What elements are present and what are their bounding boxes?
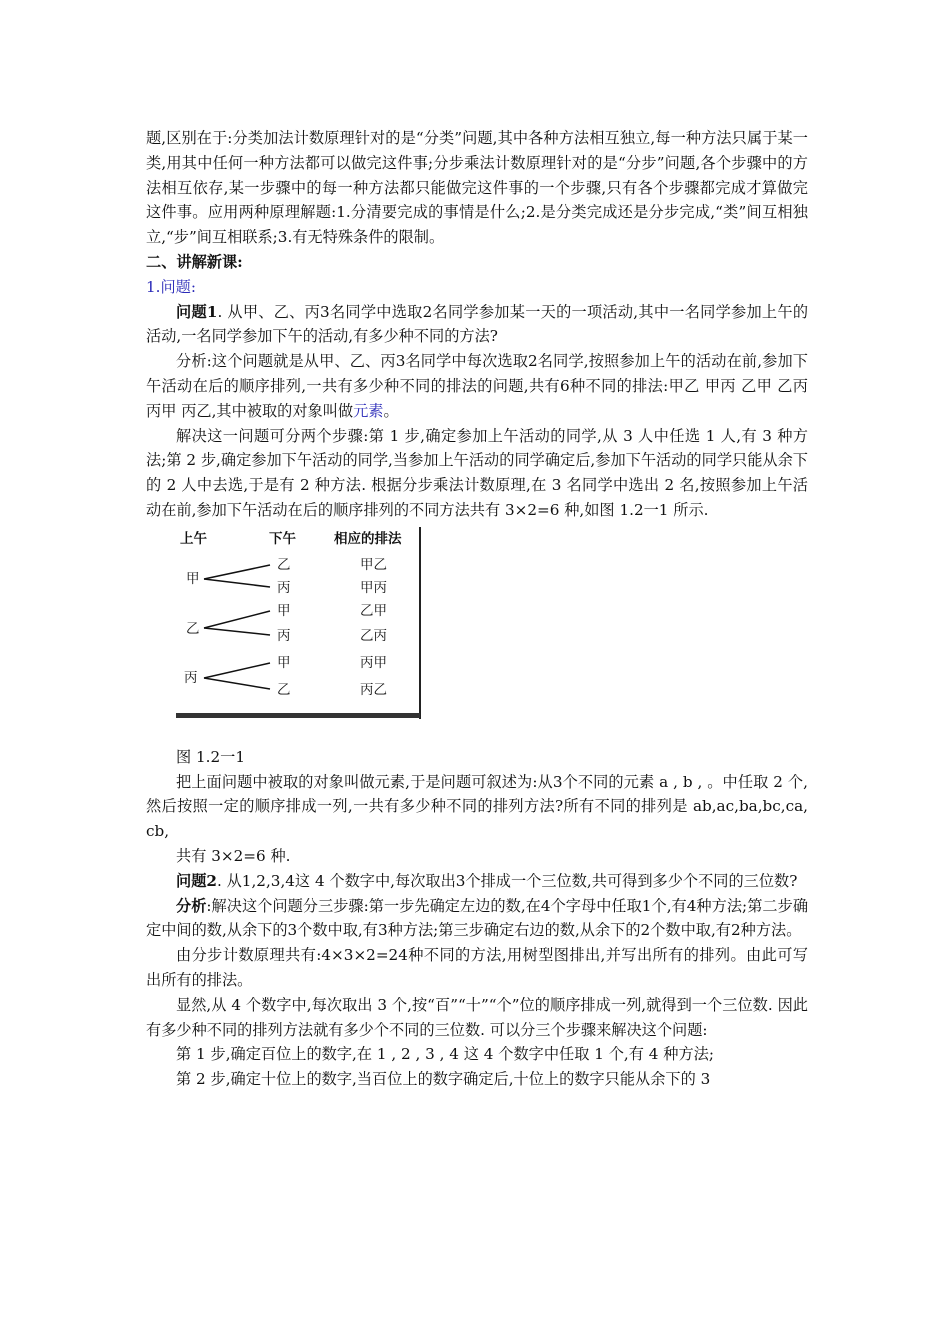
morning-2: 乙 bbox=[186, 620, 200, 637]
afternoon-1b: 丙 bbox=[277, 579, 291, 596]
figure-bottom-border bbox=[176, 713, 420, 718]
tree-diagram-figure bbox=[174, 527, 424, 727]
afternoon-3b: 乙 bbox=[277, 681, 291, 698]
document-body bbox=[146, 126, 808, 1092]
problem2-text: . 从1,2,3,4这 4 个数字中,每次取出3个排成一个三位数,共可得到多少个不同的三位数? bbox=[216, 871, 798, 890]
branch-3b bbox=[204, 678, 270, 689]
result-2b: 乙丙 bbox=[360, 627, 387, 644]
branch-2a bbox=[204, 611, 270, 628]
problem1-solution: 解决这一问题可分两个步骤:第 1 步,确定参加上午活动的同学,从 3 人中任选 1 人,有 3 种方法;第 2 步,确定参加下午活动的同学,当参加上午活动的同学确定后,参加下午活动的同学只能从余下的 2 人中去选,于是有 2 种方法. 根据分步乘法计数原理,在 3 名同学中选出 2 名,按照参加上午活动在前,参加下午活动在后的顺序排列的不同方法共有 3×2=6 种,如图 1.2一1 所示. bbox=[146, 426, 808, 519]
branch-2b bbox=[204, 628, 270, 635]
problem2-count: 由分步计数原理共有:4×3×2=24种不同的方法,用树型图排出,并写出所有的排列。由此可写出所有的排法。 bbox=[146, 946, 808, 989]
branch-1b bbox=[204, 579, 270, 587]
problem2-label: 问题2 bbox=[176, 871, 217, 890]
result-3a: 丙甲 bbox=[360, 654, 387, 671]
branch-1a bbox=[204, 565, 270, 579]
analysis-end: 。 bbox=[383, 401, 399, 420]
figure-caption: 图 1.2一1 bbox=[176, 747, 246, 766]
elements-paragraph: 把上面问题中被取的对象叫做元素,于是问题可叙述为:从3个不同的元素 a , b , 。中任取 2 个,然后按照一定的顺序排成一列,一共有多少种不同的排列方法?所有不同的排列是 ab,ac,ba,bc,ca, cb, bbox=[146, 772, 808, 841]
problem2-analysis bbox=[146, 894, 808, 944]
morning-3: 丙 bbox=[184, 669, 198, 686]
step1-paragraph: 第 1 步,确定百位上的数字,在 1 , 2 , 3 , 4 这 4 个数字中任取 1 个,有 4 种方法; bbox=[176, 1045, 714, 1064]
tree-diagram bbox=[174, 527, 424, 727]
problem2-explanation: 显然,从 4 个数字中,每次取出 3 个,按“百”“十”“个”位的顺序排成一列,就得到一个三位数. 因此有多少种不同的排列方法就有多少个不同的三位数. 可以分三个步骤来解决这个问题: bbox=[146, 995, 808, 1039]
afternoon-3a: 甲 bbox=[277, 654, 291, 671]
subsection-label: 1.问题: bbox=[146, 277, 196, 296]
problem1-analysis bbox=[146, 349, 808, 423]
count-paragraph: 共有 3×2=6 种. bbox=[176, 846, 291, 865]
afternoon-1a: 乙 bbox=[277, 556, 291, 573]
header-afternoon: 下午 bbox=[269, 530, 296, 547]
problem2-paragraph bbox=[146, 869, 808, 894]
result-2a: 乙甲 bbox=[360, 602, 387, 619]
result-1b: 甲丙 bbox=[360, 579, 387, 596]
branch-3a bbox=[204, 663, 270, 678]
problem2-analysis-text: :解决这个问题分三步骤:第一步先确定左边的数,在4个字母中任取1个,有4种方法;第二步确定中间的数,从余下的3个数中取,有3种方法;第三步确定右边的数,从余下的2个数中取,有2种方法。 bbox=[146, 896, 809, 940]
element-link[interactable]: 元素 bbox=[353, 401, 384, 420]
step2-paragraph: 第 2 步,确定十位上的数字,当百位上的数字确定后,十位上的数字只能从余下的 3 bbox=[176, 1070, 711, 1089]
afternoon-2a: 甲 bbox=[277, 602, 291, 619]
result-3b: 丙乙 bbox=[360, 681, 387, 698]
analysis-text: 分析:这个问题就是从甲、乙、丙3名同学中每次选取2名同学,按照参加上午的活动在前,参加下午活动在后的顺序排列,一共有多少种不同的排法的问题,共有6种不同的排法:甲乙 甲丙 乙甲 乙丙 丙甲 丙乙,其中被取的对象叫做 bbox=[146, 352, 808, 420]
result-1a: 甲乙 bbox=[360, 556, 387, 573]
section-heading: 二、讲解新课: bbox=[146, 252, 243, 271]
problem1-label: 问题1 bbox=[176, 302, 218, 321]
problem1-text: . 从甲、乙、丙3名同学中选取2名同学参加某一天的一项活动,其中一名同学参加上午的活动,一名同学参加下午的活动,有多少种不同的方法? bbox=[146, 302, 809, 346]
problem1-paragraph bbox=[146, 300, 808, 350]
header-morning: 上午 bbox=[180, 530, 207, 547]
intro-paragraph: 题,区别在于:分类加法计数原理针对的是“分类”问题,其中各种方法相互独立,每一种方法只属于某一类,用其中任何一种方法都可以做完这件事;分步乘法计数原理针对的是“分步”问题,各个步骤中的方法相互依存,某一步骤中的每一种方法都只能做完这件事的一个步骤,只有各个步骤都完成才算做完这件事。应用两种原理解题:1.分清要完成的事情是什么;2.是分类完成还是分步完成,“类”间互相独立,“步”间互相联系;3.有无特殊条件的限制。 bbox=[146, 129, 808, 247]
analysis-label: 分析 bbox=[176, 896, 207, 915]
header-result: 相应的排法 bbox=[334, 530, 402, 547]
morning-1: 甲 bbox=[186, 570, 200, 587]
afternoon-2b: 丙 bbox=[277, 627, 291, 644]
